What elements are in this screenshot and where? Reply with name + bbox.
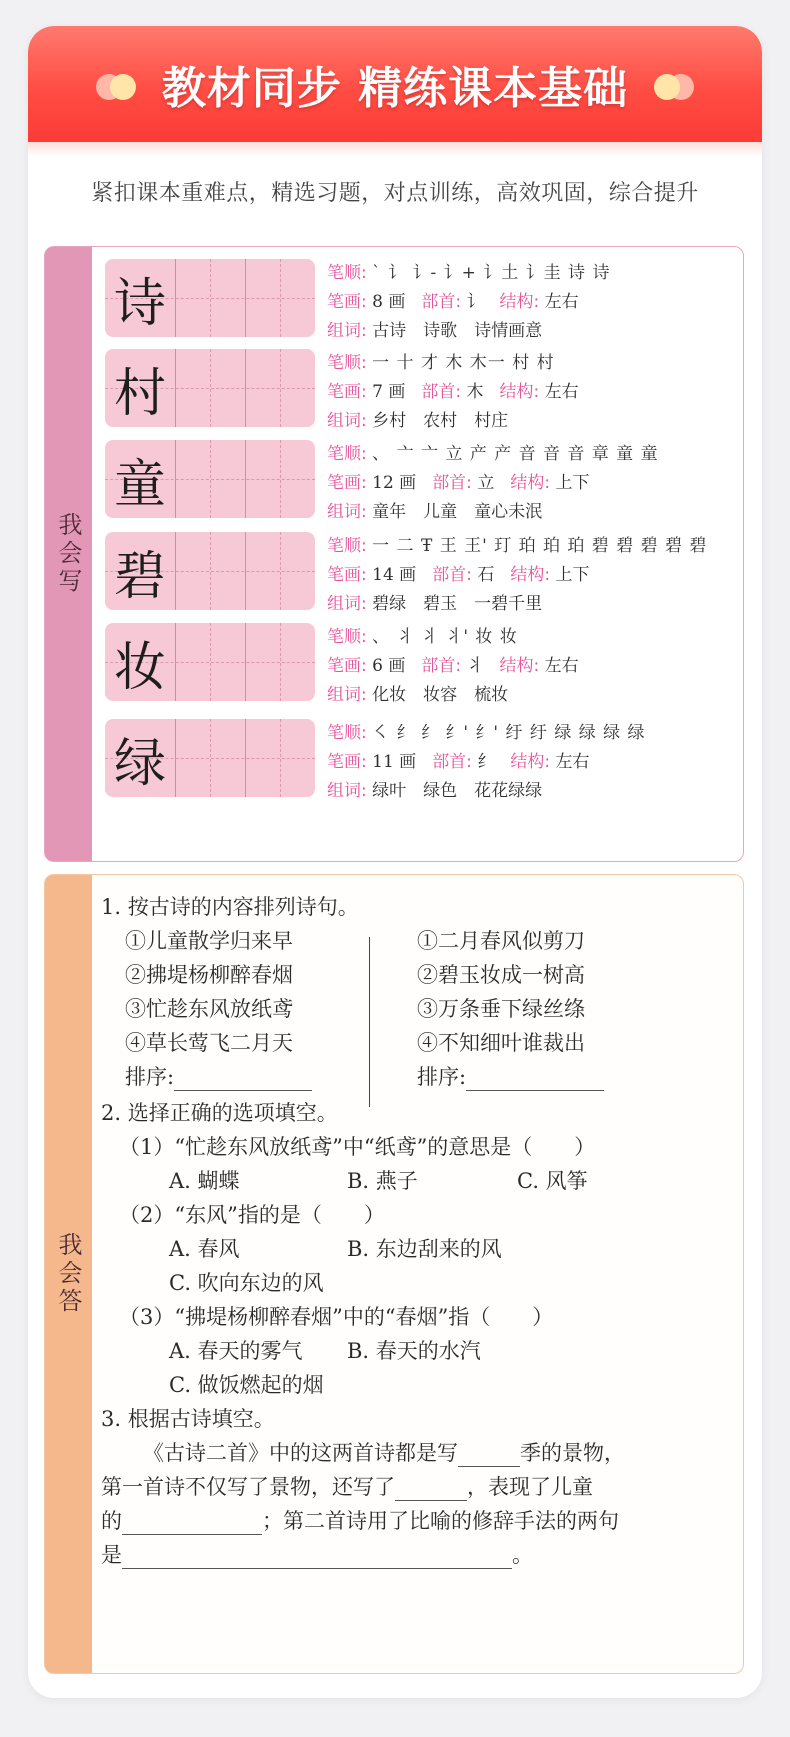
radical: 丬 [466, 656, 484, 676]
q3-blank-3[interactable] [122, 1513, 262, 1535]
q2-1-stem: （1）“忙趁东风放纸鸢”中“纸鸢”的意思是（ ） [119, 1135, 596, 1159]
stroke-count: 7 画 [372, 382, 406, 402]
count-label: 笔画: [327, 565, 367, 585]
radical-label: 部首: [432, 752, 472, 772]
q2-2-stem: （2）“东风”指的是（ ） [119, 1203, 385, 1227]
answer-section-tab [45, 875, 92, 1673]
write-section [44, 246, 744, 862]
char-row [105, 532, 735, 618]
q1-right-order [417, 1061, 604, 1091]
q3-line-3-text-a: 的 [101, 1509, 122, 1533]
radical-label: 部首: [421, 656, 462, 676]
q3-line-3-text-b: ；第二首诗用了比喻的修辞手法的两句 [262, 1509, 619, 1533]
writing-grid[interactable] [105, 623, 315, 701]
structure-label: 结构: [510, 473, 551, 493]
q3-line-2-text-b: ，表现了儿童 [467, 1475, 593, 1499]
q1-left-line-1: ①儿童散学归来早 [125, 929, 293, 953]
char-info [327, 719, 737, 806]
word-examples: 乡村 农村 村庄 [372, 411, 509, 431]
radical: 石 [477, 565, 495, 585]
strokes-label: 笔顺: [327, 353, 367, 373]
char-row [105, 440, 735, 526]
char-row [105, 623, 735, 709]
stroke-order: 一 十 才 木 木一 村 村 [372, 353, 555, 373]
q3-line-4-text-a: 是 [101, 1543, 122, 1567]
structure: 上下 [555, 473, 590, 493]
structure: 上下 [555, 565, 590, 585]
writing-grid[interactable] [105, 440, 315, 518]
structure-label: 结构: [499, 656, 540, 676]
structure-label: 结构: [510, 565, 551, 585]
word-examples: 童年 儿童 童心未泯 [372, 502, 543, 522]
char-info [327, 440, 737, 527]
q2-title: 2. 选择正确的选项填空。 [101, 1101, 338, 1125]
model-character: 村 [113, 363, 166, 424]
words-label: 组词: [327, 594, 367, 614]
writing-grid[interactable] [105, 532, 315, 610]
words-label: 组词: [327, 781, 367, 801]
header-banner [28, 26, 762, 142]
char-info [327, 532, 737, 619]
model-character: 童 [113, 454, 166, 515]
count-label: 笔画: [327, 382, 367, 402]
q1-right-line-3: ③万条垂下绿丝绦 [417, 997, 585, 1021]
writing-grid[interactable] [105, 349, 315, 427]
strokes-label: 笔顺: [327, 723, 367, 743]
q2-2-option-c[interactable]: C. 吹向东边的风 [169, 1271, 324, 1295]
q2-1-option-a[interactable]: A. 蝴蝶 [169, 1169, 240, 1193]
q2-3-option-b[interactable]: B. 春天的水汽 [347, 1339, 481, 1363]
radical: 讠 [466, 292, 484, 312]
q1-right-line-1: ①二月春风似剪刀 [417, 929, 585, 953]
char-row [105, 259, 735, 345]
q3-line-1-text-a: 《古诗二首》中的这两首诗都是写 [143, 1441, 458, 1465]
strokes-label: 笔顺: [327, 263, 367, 283]
strokes-label: 笔顺: [327, 627, 367, 647]
q1-right-order-blank[interactable] [466, 1069, 604, 1091]
radical: 立 [477, 473, 495, 493]
q1-left-line-4: ④草长莺飞二月天 [125, 1031, 293, 1055]
q3-line-1-text-b: 季的景物， [520, 1441, 625, 1465]
q3-blank-1[interactable] [458, 1445, 520, 1467]
radical-label: 部首: [421, 292, 462, 312]
stroke-order: 、 亠 亠 立 产 产 音 音 音 章 童 童 [372, 444, 659, 464]
q3-line-4 [101, 1539, 533, 1569]
words-label: 组词: [327, 411, 367, 431]
q3-line-3 [101, 1505, 619, 1535]
q3-blank-2[interactable] [395, 1479, 467, 1501]
words-label: 组词: [327, 321, 367, 341]
q1-left-order-label: 排序: [125, 1065, 175, 1089]
char-info [327, 623, 737, 710]
structure: 左右 [544, 382, 579, 402]
q2-1-option-c[interactable]: C. 风筝 [517, 1169, 588, 1193]
word-examples: 绿叶 绿色 花花绿绿 [372, 781, 543, 801]
q1-right-line-4: ④不知细叶谁裁出 [417, 1031, 585, 1055]
stroke-count: 6 画 [372, 656, 406, 676]
stroke-order: ㇛ 纟 纟 纟' 纟' 纡 纡 绿 绿 绿 绿 [372, 723, 646, 743]
word-examples: 古诗 诗歌 诗情画意 [372, 321, 543, 341]
q2-1-option-b[interactable]: B. 燕子 [347, 1169, 418, 1193]
q1-left-order-blank[interactable] [174, 1069, 312, 1091]
answer-section-label: 我会答 [54, 1232, 82, 1316]
model-character: 妆 [113, 637, 166, 698]
structure-label: 结构: [499, 382, 540, 402]
stroke-order: 、 丬 丬 丬' 妆 妆 [372, 627, 518, 647]
q1-left-line-3: ③忙趁东风放纸鸢 [125, 997, 293, 1021]
count-label: 笔画: [327, 292, 367, 312]
q3-line-2-text-a: 第一首诗不仅写了景物，还写了 [101, 1475, 395, 1499]
char-row [105, 349, 735, 435]
word-examples: 碧绿 碧玉 一碧千里 [372, 594, 543, 614]
write-section-label: 我会写 [54, 512, 82, 596]
write-section-tab [45, 247, 92, 861]
q1-left-line-2: ②拂堤杨柳醉春烟 [125, 963, 293, 987]
q3-blank-4[interactable] [122, 1547, 512, 1569]
stroke-count: 12 画 [372, 473, 417, 493]
q2-3-option-a[interactable]: A. 春天的雾气 [169, 1339, 303, 1363]
stroke-count: 11 画 [372, 752, 417, 772]
structure-label: 结构: [510, 752, 551, 772]
structure: 左右 [544, 656, 579, 676]
q2-2-option-b[interactable]: B. 东边刮来的风 [347, 1237, 502, 1261]
char-info [327, 349, 737, 436]
q3-line-1 [143, 1437, 625, 1467]
char-info [327, 259, 737, 346]
radical-label: 部首: [432, 565, 472, 585]
q2-3-option-c[interactable]: C. 做饭燃起的烟 [169, 1373, 324, 1397]
decor-dots-left-icon [96, 74, 140, 100]
q3-line-2 [101, 1471, 593, 1501]
q1-title: 1. 按古诗的内容排列诗句。 [101, 895, 359, 919]
stroke-count: 14 画 [372, 565, 417, 585]
radical: 纟 [477, 752, 495, 772]
q2-3-stem: （3）“拂堤杨柳醉春烟”中的“春烟”指（ ） [119, 1305, 554, 1329]
decor-dots-right-icon [654, 74, 698, 100]
q3-title: 3. 根据古诗填空。 [101, 1407, 275, 1431]
stroke-order: 一 二 Ŧ 王 王' 玎 珀 珀 珀 碧 碧 碧 碧 碧 [372, 536, 708, 556]
words-label: 组词: [327, 502, 367, 522]
char-row [105, 719, 735, 805]
q1-divider [369, 937, 370, 1107]
radical-label: 部首: [432, 473, 472, 493]
model-character: 碧 [113, 546, 166, 607]
radical-label: 部首: [421, 382, 462, 402]
model-character: 诗 [113, 273, 166, 334]
writing-grid[interactable] [105, 259, 315, 337]
page-card [28, 26, 762, 1698]
structure: 左右 [555, 752, 590, 772]
structure: 左右 [544, 292, 579, 312]
q2-2-option-a[interactable]: A. 春风 [169, 1237, 240, 1261]
q1-right-order-label: 排序: [417, 1065, 467, 1089]
page-title: 教材同步 精练课本基础 [161, 63, 629, 114]
words-label: 组词: [327, 685, 367, 705]
q1-right-line-2: ②碧玉妆成一树高 [417, 963, 585, 987]
q3-line-4-text-b: 。 [512, 1543, 533, 1567]
count-label: 笔画: [327, 752, 367, 772]
q1-left-order [125, 1061, 312, 1091]
page-subtitle: 紧扣课本重难点，精选习题，对点训练，高效巩固，综合提升 [91, 181, 699, 206]
model-character: 绿 [113, 733, 166, 794]
count-label: 笔画: [327, 656, 367, 676]
writing-grid[interactable] [105, 719, 315, 797]
strokes-label: 笔顺: [327, 444, 367, 464]
stroke-order: ` 讠 讠- 讠+ 讠土 讠圭 诗 诗 [372, 263, 611, 283]
answer-section [44, 874, 744, 1674]
strokes-label: 笔顺: [327, 536, 367, 556]
structure-label: 结构: [499, 292, 540, 312]
radical: 木 [466, 382, 484, 402]
stroke-count: 8 画 [372, 292, 406, 312]
word-examples: 化妆 妆容 梳妆 [372, 685, 509, 705]
count-label: 笔画: [327, 473, 367, 493]
